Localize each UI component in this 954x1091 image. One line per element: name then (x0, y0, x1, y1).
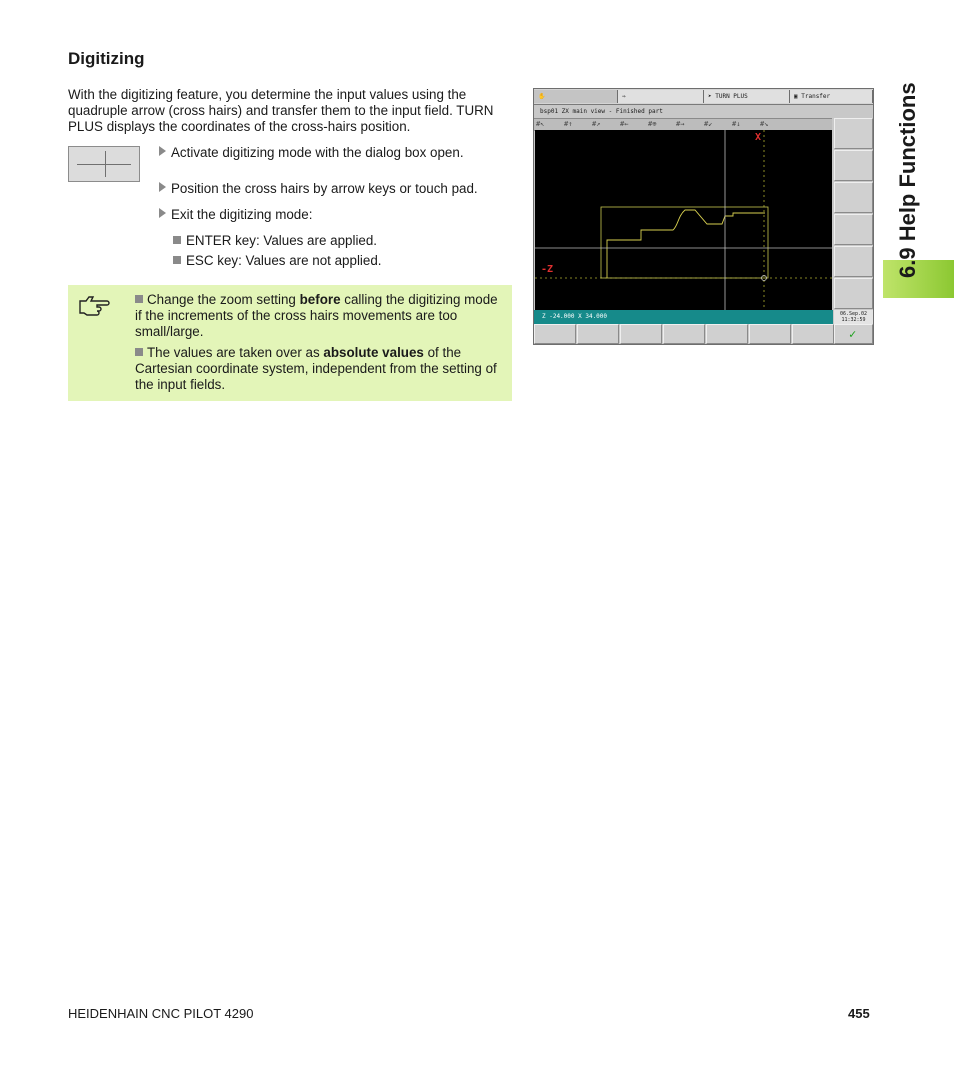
note-item-zoom: Change the zoom setting before calling the digitizing mode if the increments of the cross hairs movements are too small/large. (135, 292, 498, 339)
crosshair-key-icon (68, 146, 140, 182)
zoom-tool-3[interactable]: #↗ (592, 120, 601, 128)
note-item-absolute: The values are taken over as absolute values of the Cartesian coordinate system, independent from the setting of the input fields. (135, 345, 497, 392)
axis-label-x: X (755, 132, 762, 143)
softkey-4[interactable] (834, 214, 873, 245)
zoom-tool-1[interactable]: #↖ (536, 120, 545, 128)
confirm-softkey[interactable] (834, 324, 873, 344)
bullet-square-icon (135, 295, 143, 303)
blank-outline (601, 207, 768, 278)
zoom-tool-5[interactable]: #⊕ (648, 120, 657, 128)
zoom-tool-6[interactable]: #→ (676, 120, 685, 128)
date-time: 06.Sep.02 11:32:59 (834, 310, 873, 324)
bottom-softkey-3[interactable] (620, 324, 662, 344)
note-box (68, 285, 512, 401)
checkmark-icon: ✓ (849, 327, 857, 341)
section-title: Digitizing (68, 49, 145, 68)
bullet-square-icon (135, 348, 143, 356)
tab-exit[interactable] (618, 90, 704, 103)
zoom-tool-9[interactable]: #↘ (760, 120, 769, 128)
footer-page-number: 455 (848, 1006, 870, 1021)
bottom-softkey-2[interactable] (577, 324, 619, 344)
disk-icon: ▣ (794, 93, 798, 100)
footer-manual-name: HEIDENHAIN CNC PILOT 4290 (68, 1006, 254, 1021)
pointing-hand-icon (78, 294, 112, 316)
contour-plot[interactable] (535, 130, 832, 310)
sub-step-enter: ENTER key: Values are applied. (173, 233, 377, 249)
sub-step-esc: ESC key: Values are not applied. (173, 253, 382, 269)
step-exit: Exit the digitizing mode: (159, 207, 312, 223)
bottom-softkey-4[interactable] (663, 324, 705, 344)
softkey-6[interactable] (834, 278, 873, 309)
tab-transfer[interactable]: ▣ Transfer (790, 90, 873, 103)
zoom-tool-2[interactable]: #↑ (564, 120, 573, 128)
cnc-screen (533, 88, 874, 345)
chapter-title: 6.9 Help Functions (895, 82, 920, 278)
tab-turn-plus[interactable]: ➤ TURN PLUS (704, 90, 790, 103)
axis-label-z: -Z (541, 264, 554, 275)
arrow-right-icon (159, 182, 166, 192)
bottom-softkey-1[interactable] (534, 324, 576, 344)
zoom-tool-8[interactable]: #↓ (732, 120, 741, 128)
step-position: Position the cross hairs by arrow keys or touch pad. (159, 181, 478, 197)
exit-icon: ⇒ (622, 93, 626, 100)
bottom-softkey-6[interactable] (749, 324, 791, 344)
bullet-square-icon (173, 236, 181, 244)
bottom-softkey-5[interactable] (706, 324, 748, 344)
step-activate: Activate digitizing mode with the dialog box open. (159, 145, 464, 161)
softkey-5[interactable] (834, 246, 873, 277)
arrow-right-icon (159, 208, 166, 218)
bullet-square-icon (173, 256, 181, 264)
finished-part-contour (607, 210, 765, 278)
hand-icon: ✋ (538, 93, 546, 100)
tab-main[interactable] (534, 90, 618, 103)
turn-plus-icon: ➤ (708, 93, 712, 100)
intro-paragraph: With the digitizing feature, you determine the input values using the quadruple arrow (cross hairs) and transfer them to the input field. TURN PLUS displays the coordinates of the cross-hairs position. (68, 87, 494, 134)
screen-tab-bar (534, 89, 873, 105)
coordinate-readout: Z -24.000 X 34.000 (534, 310, 833, 324)
bottom-softkey-row (534, 324, 873, 344)
arrow-right-icon (159, 146, 166, 156)
softkey-3[interactable] (834, 182, 873, 213)
softkey-2[interactable] (834, 150, 873, 181)
zoom-tool-4[interactable]: #← (620, 120, 629, 128)
bottom-softkey-7[interactable] (792, 324, 834, 344)
screen-status-line: bsp01 ZX main view - Finished part (540, 108, 663, 115)
zoom-tool-7[interactable]: #↙ (704, 120, 713, 128)
softkey-1[interactable] (834, 118, 873, 149)
